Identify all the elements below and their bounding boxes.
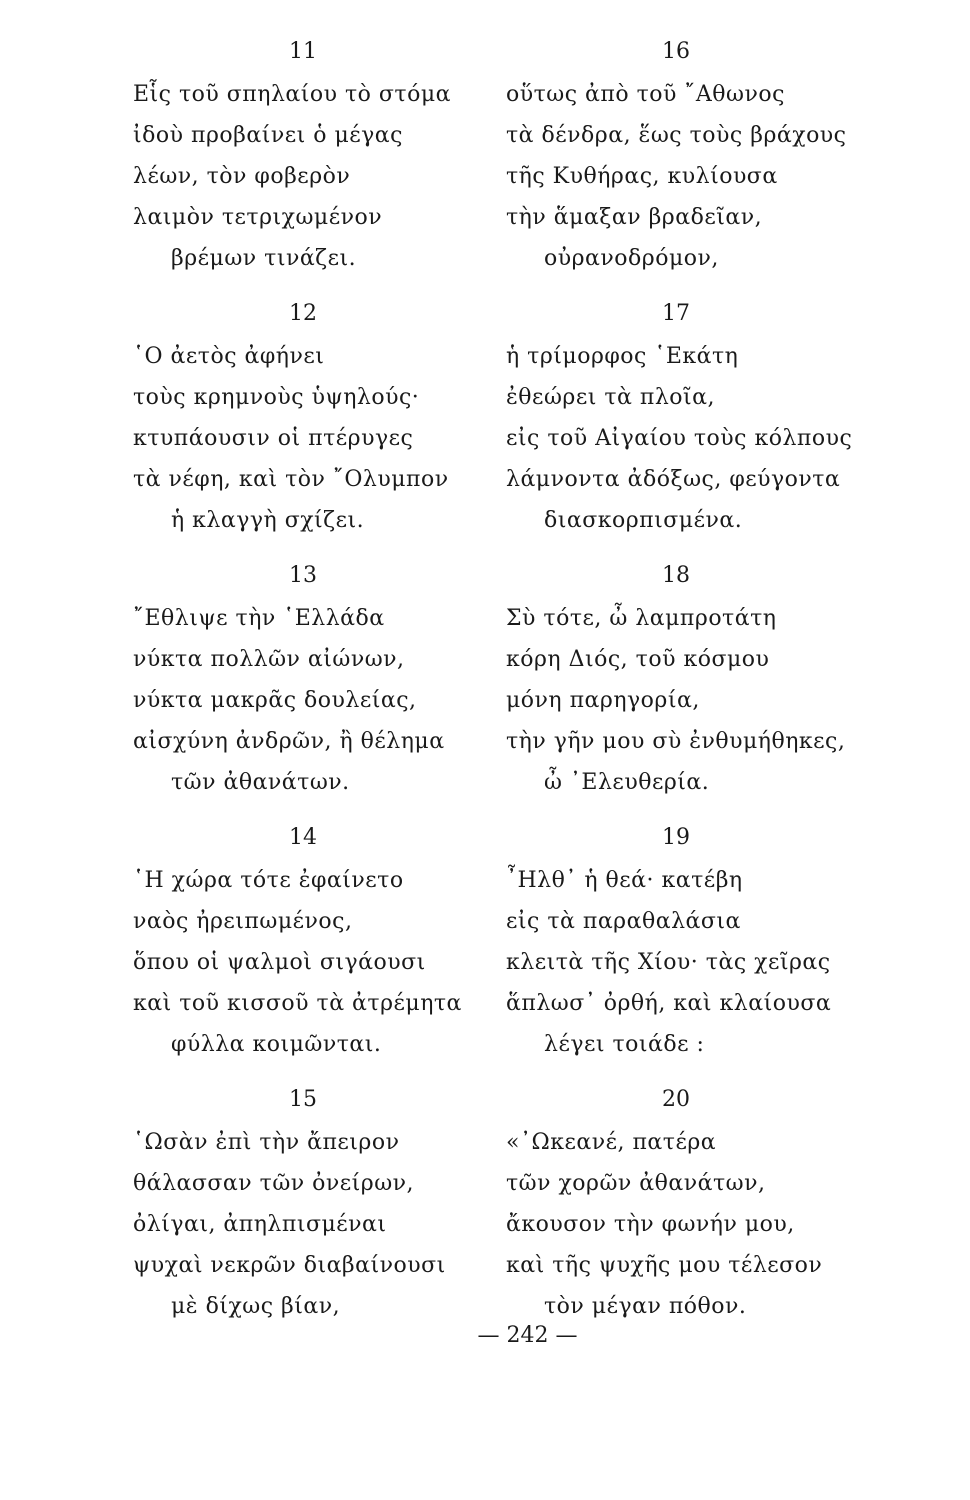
verse-line: ῾Η χώρα τότε ἐφαίνετο [133,868,404,893]
verse-line-indented: βρέμων τινάζει. [171,246,357,271]
verse-line: τῆς Κυθήρας, κυλίουσα [506,164,778,189]
stanza-number: 12 [289,301,317,326]
verse-line: μόνη παρηγορία, [506,688,700,713]
verse-line: τοὺς κρημνοὺς ὑψηλούς· [133,385,420,410]
verse-line: ὀλίγαι, ἀπηλπισμέναι [133,1212,387,1237]
verse-line: νύκτα μακρᾶς δουλείας, [133,688,417,713]
stanza-number: 18 [662,563,690,588]
verse-line: Εἷς τοῦ σπηλαίου τὸ στόμα [133,82,451,107]
stanza-number: 15 [289,1087,317,1112]
verse-line-indented: μὲ δίχως βίαν, [171,1294,341,1319]
verse-line-indented: διασκορπισμένα. [544,508,743,533]
verse-line: ἄκουσον τὴν φωνήν μου, [506,1212,795,1237]
stanza-15 [133,1082,513,1344]
verse-line: εἰς τοῦ Αἰγαίου τοὺς κόλπους [506,426,853,451]
verse-line-indented: τὸν μέγαν πόθον. [544,1294,747,1319]
verse-line: τὴν ἅμαξαν βραδεῖαν, [506,205,763,230]
verse-line: καὶ τοῦ κισσοῦ τὰ ἀτρέμητα [133,991,462,1016]
stanza-number: 11 [289,39,317,64]
verse-line-indented: ἡ κλαγγὴ σχίζει. [171,508,365,533]
verse-line: ἐθεώρει τὰ πλοῖα, [506,385,715,410]
verse-line: ψυχαὶ νεκρῶν διαβαίνουσι [133,1253,446,1278]
verse-line: ναὸς ἠρειπωμένος, [133,909,353,934]
verse-line: τὰ νέφη, καὶ τὸν ῎Ολυμπον [133,467,449,492]
verse-line: ὅπου οἱ ψαλμοὶ σιγάουσι [133,950,426,975]
verse-line: εἰς τὰ παραθαλάσια [506,909,741,934]
stanza-13 [133,558,513,820]
stanza-number: 16 [662,39,690,64]
stanza-17 [506,296,886,558]
stanza-number: 19 [662,825,690,850]
verse-line: Σὺ τότε, ὦ λαμπροτάτη [506,606,777,631]
stanza-19 [506,820,886,1082]
verse-line: λάμνοντα ἀδόξως, φεύγοντα [506,467,841,492]
verse-line: ῏Ηλθ᾿ ἡ θεά· κατέβη [506,868,743,893]
stanza-18 [506,558,886,820]
verse-line: ῾Ωσὰν ἐπὶ τὴν ἄπειρον [133,1130,400,1155]
verse-line: «᾿Ωκεανέ, πατέρα [506,1130,717,1155]
verse-line: κτυπάουσιν οἱ πτέρυγες [133,426,414,451]
verse-line: τῶν χορῶν ἀθανάτων, [506,1171,766,1196]
verse-line-indented: τῶν ἀθανάτων. [171,770,350,795]
verse-line: κλειτὰ τῆς Χίου· τὰς χεῖρας [506,950,831,975]
stanza-number: 17 [662,301,690,326]
verse-line: ῎Εθλιψε τὴν ῾Ελλάδα [133,606,385,631]
left-column [133,34,513,1344]
verse-line: θάλασσαν τῶν ὀνείρων, [133,1171,415,1196]
stanza-16 [506,34,886,296]
stanza-number: 13 [289,563,317,588]
stanza-12 [133,296,513,558]
verse-line: ἅπλωσ᾿ ὀρθή, καὶ κλαίουσα [506,991,832,1016]
stanza-11 [133,34,513,296]
verse-line: νύκτα πολλῶν αἰώνων, [133,647,405,672]
right-column [506,34,886,1344]
stanza-number: 14 [289,825,317,850]
verse-line: αἰσχύνη ἀνδρῶν, ἢ θέλημα [133,729,445,754]
verse-line: ἰδοὺ προβαίνει ὁ μέγας [133,123,403,148]
verse-line-indented: λέγει τοιάδε : [544,1032,705,1057]
page-number: — 242 — [477,1323,578,1348]
stanza-number: 20 [662,1087,690,1112]
verse-line-indented: ὦ ᾿Ελευθερία. [544,770,710,795]
verse-line-indented: οὐρανοδρόμον, [544,246,719,271]
verse-line: καὶ τῆς ψυχῆς μου τέλεσον [506,1253,823,1278]
verse-line: λέων, τὸν φοβερὸν [133,164,351,189]
verse-line: κόρη Διός, τοῦ κόσμου [506,647,770,672]
verse-line: τὰ δένδρα, ἕως τοὺς βράχους [506,123,847,148]
stanza-20 [506,1082,886,1344]
verse-line-indented: φύλλα κοιμῶνται. [171,1032,382,1057]
verse-line: ῾Ο ἀετὸς ἀφήνει [133,344,325,369]
verse-line: λαιμὸν τετριχωμένον [133,205,383,230]
verse-line: ἡ τρίμορφος ῾Εκάτη [506,344,739,369]
stanza-14 [133,820,513,1082]
verse-line: οὕτως ἀπὸ τοῦ ῎Αθωνος [506,82,785,107]
verse-line: τὴν γῆν μου σὺ ἐνθυμήθηκες, [506,729,846,754]
